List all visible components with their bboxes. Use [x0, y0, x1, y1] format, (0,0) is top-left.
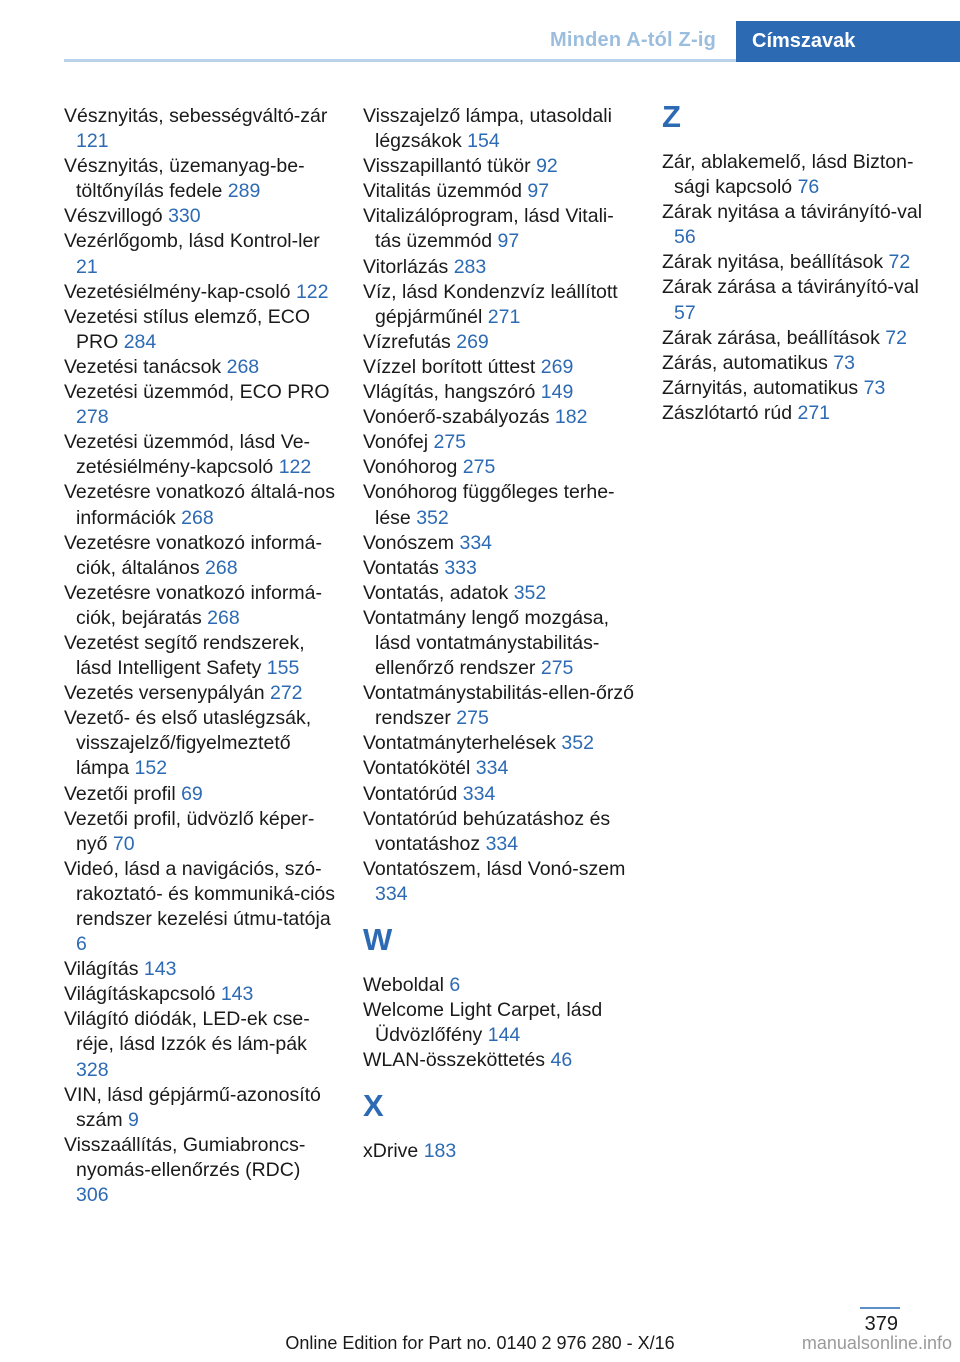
index-entry	[363, 681, 635, 731]
entry-term: Vontatórúd behúzatáshoz és vontatáshoz	[363, 807, 611, 855]
entry-term: Vezetési stílus elemző, ECO PRO	[64, 305, 311, 353]
page-number: 379	[864, 1313, 898, 1335]
index-entry	[64, 531, 336, 581]
index-column-2	[363, 104, 635, 1164]
index-entry	[662, 351, 934, 376]
page-link[interactable]: 6	[449, 974, 461, 996]
index-entry	[363, 455, 635, 480]
footer-rule	[860, 1307, 900, 1309]
index-entry	[662, 250, 934, 275]
index-entry	[64, 104, 336, 154]
page-link[interactable]: 283	[453, 255, 487, 278]
page-link[interactable]: 72	[888, 251, 911, 274]
index-entry	[64, 706, 336, 781]
entry-term: Világítás	[64, 958, 139, 981]
page-link[interactable]: 97	[497, 230, 520, 253]
entry-term: Vészvillogó	[64, 205, 163, 228]
page-link[interactable]: 69	[181, 782, 203, 805]
entry-term: Zászlótartó rúd	[662, 401, 793, 424]
page-link[interactable]: 328	[76, 1058, 109, 1081]
page-link[interactable]: 268	[207, 606, 240, 629]
index-entry	[64, 807, 336, 857]
index-entry	[363, 355, 635, 380]
entry-term: Víz, lásd Kondenzvíz leállított gépjárműnél	[363, 280, 618, 328]
page-link[interactable]: 275	[462, 456, 496, 479]
entry-term: Zárak zárása, beállítások	[662, 326, 880, 349]
index-entry	[64, 154, 336, 204]
page-link[interactable]: 73	[863, 376, 886, 399]
index-entry	[363, 405, 635, 430]
page-link[interactable]: 334	[475, 757, 509, 780]
index-entry	[363, 857, 635, 907]
index-entry	[363, 480, 635, 530]
index-entry	[363, 430, 635, 455]
index-entry	[363, 782, 635, 807]
index-entry	[363, 330, 635, 355]
entry-term: Vitalizálóprogram, lásd Vitali-tás üzemmód	[363, 205, 614, 253]
index-entry	[363, 1048, 635, 1073]
entry-term: Vezetési üzemmód, ECO PRO	[64, 381, 330, 404]
index-entry	[64, 982, 336, 1007]
entry-term: Videó, lásd a navigációs, szó-rakoztató- és kommuniká-ciós rendszer kezelési útmu-tatója	[64, 857, 336, 930]
index-entry	[363, 731, 635, 756]
page-link[interactable]: 183	[423, 1140, 457, 1163]
page-link[interactable]: 268	[181, 506, 214, 529]
index-entry	[363, 973, 635, 998]
page-link[interactable]: 352	[513, 581, 547, 604]
entry-term: WLAN-összeköttetés	[363, 1049, 546, 1072]
index-entry	[64, 204, 336, 229]
entry-term: Vontatószem, lásd Vonó-szem	[363, 857, 626, 880]
page-link[interactable]: 46	[550, 1049, 573, 1072]
entry-term: Vezetésre vonatkozó informá-ciók, bejáratás	[64, 581, 322, 629]
entry-term: Vonófej	[363, 431, 429, 454]
index-entry	[363, 280, 635, 330]
page-link[interactable]: 76	[797, 176, 820, 199]
page-link[interactable]: 72	[885, 326, 907, 349]
entry-term: Vonószem	[363, 531, 455, 554]
index-entry	[64, 480, 336, 530]
index-entry	[363, 154, 635, 179]
page-link[interactable]: 271	[487, 305, 521, 328]
index-entry	[363, 1139, 635, 1164]
entry-term: xDrive	[363, 1140, 419, 1163]
index-entry	[64, 631, 336, 681]
entry-term: Világító diódák, LED-ek cse-réje, lásd Izzók és lám-pák	[64, 1008, 310, 1056]
index-entry	[363, 104, 635, 154]
page-link[interactable]: 122	[295, 280, 329, 303]
page-link[interactable]: 275	[456, 707, 489, 730]
page-link[interactable]: 333	[444, 556, 477, 579]
index-entry	[662, 401, 934, 426]
entry-term: Vízzel borított úttest	[363, 355, 536, 378]
index-entry	[64, 380, 336, 430]
page-link[interactable]: 352	[416, 506, 449, 529]
index-entry	[363, 380, 635, 405]
entry-term: Vontatókötél	[363, 757, 471, 780]
page-link[interactable]: 306	[76, 1184, 109, 1207]
entry-term: VIN, lásd gépjármű-azonosító szám	[64, 1083, 321, 1131]
entry-term: Vezetést segítő rendszerek, lásd Intelligent Safety	[64, 631, 305, 680]
entry-term: Zárás, automatikus	[662, 351, 828, 374]
index-entry	[64, 857, 336, 957]
index-entry	[363, 204, 635, 254]
index-column-1	[64, 104, 336, 1208]
page-link[interactable]: 149	[540, 381, 574, 404]
page-link[interactable]: 70	[112, 832, 135, 855]
page-link[interactable]: 6	[76, 933, 87, 956]
entry-term: Vezetési üzemmód, lásd Ve-zetésiélmény-kapcsoló	[64, 431, 311, 479]
page-link[interactable]: 269	[456, 330, 489, 353]
page-link[interactable]: 278	[76, 406, 109, 429]
page-link[interactable]: 352	[561, 732, 594, 755]
page-link[interactable]: 121	[76, 130, 109, 153]
page-link[interactable]: 330	[168, 205, 201, 228]
page-link[interactable]: 182	[554, 406, 588, 429]
page-link[interactable]: 275	[433, 431, 467, 454]
entry-term: Zárak nyitása a távirányító-val	[662, 201, 923, 224]
breadcrumb[interactable]: Minden A-tól Z-ig	[550, 29, 716, 51]
page-link[interactable]: 334	[462, 782, 496, 805]
entry-term: Zárak nyitása, beállítások	[662, 251, 884, 274]
index-entry	[662, 376, 934, 401]
index-entry	[662, 150, 934, 200]
index-entry	[64, 305, 336, 355]
entry-term: Vontatás, adatok	[363, 581, 509, 604]
page-link[interactable]: 97	[527, 180, 550, 203]
entry-term: Vonóhorog	[363, 456, 458, 479]
page-link[interactable]: 289	[227, 180, 261, 203]
entry-term: Vezetői profil	[64, 782, 176, 805]
entry-term: Visszapillantó tükör	[363, 155, 531, 178]
page-link[interactable]: 269	[540, 355, 574, 378]
index-entry	[64, 581, 336, 631]
page-link[interactable]: 284	[123, 330, 157, 353]
page-link[interactable]: 275	[540, 657, 574, 680]
page-link[interactable]: 268	[226, 355, 260, 378]
index-entry	[64, 782, 336, 807]
section-letter: X	[363, 1088, 384, 1124]
entry-term: Visszaállítás, Gumiabroncs-nyomás-ellenőrzés (RDC)	[64, 1133, 306, 1181]
entry-term: Visszajelző lámpa, utasoldali légzsákok	[363, 105, 612, 153]
index-entry	[363, 581, 635, 606]
index-entry	[363, 531, 635, 556]
section-letter: W	[363, 922, 393, 957]
entry-term: Vésznyitás, sebességváltó-zár	[64, 105, 328, 127]
index-entry	[363, 998, 635, 1048]
index-entry	[64, 957, 336, 982]
index-entry	[363, 756, 635, 781]
index-entry	[64, 229, 336, 279]
entry-term: Vezetésre vonatkozó általá-nos információk	[64, 481, 336, 529]
entry-term: Vontatmányterhelések	[363, 732, 556, 755]
index-entry	[64, 280, 336, 305]
index-entry	[64, 1083, 336, 1133]
entry-term: Vontatórúd	[363, 782, 458, 805]
index-entry	[363, 255, 635, 280]
index-entry	[64, 430, 336, 480]
entry-term: Vontatás	[363, 556, 439, 579]
entry-term: Zár, ablakemelő, lásd Bizton-sági kapcsoló	[662, 151, 914, 199]
entry-term: Vontatmány lengő mozgása, lásd vontatmánystabilitás-ellenőrző rendszer	[363, 606, 610, 680]
page-link[interactable]: 143	[143, 958, 177, 981]
index-entry	[363, 807, 635, 857]
index-entry	[64, 681, 336, 706]
index-entry	[363, 606, 635, 681]
entry-term: Világításkapcsoló	[64, 983, 216, 1006]
entry-term: Vezető- és első utaslégzsák, visszajelző/figyelmeztető lámpa	[64, 707, 312, 780]
entry-term: Welcome Light Carpet, lásd Üdvözlőfény	[363, 999, 603, 1047]
page-link[interactable]: 272	[269, 682, 303, 705]
entry-term: Vezetésiélmény-kap-csoló	[64, 280, 291, 303]
entry-term: Zárak zárása a távirányító-val	[662, 276, 919, 299]
entry-term: Vlágítás, hangszóró	[363, 381, 536, 404]
page-link[interactable]: 152	[134, 757, 168, 780]
page-link[interactable]: 334	[459, 531, 493, 554]
index-entry	[363, 556, 635, 581]
index-column-3	[662, 99, 934, 426]
entry-term: Vitorlázás	[363, 255, 449, 278]
index-entry	[662, 200, 934, 250]
page-link[interactable]: 122	[278, 456, 312, 479]
index-entry	[64, 355, 336, 380]
index-entry	[64, 1133, 336, 1208]
index-entry	[363, 179, 635, 204]
page-link[interactable]: 271	[797, 401, 831, 424]
page-link[interactable]: 9	[128, 1108, 139, 1131]
index-entry	[662, 326, 934, 351]
entry-term: Vezetésre vonatkozó informá-ciók, általános	[64, 531, 322, 579]
page-link[interactable]: 57	[674, 301, 696, 324]
page-link[interactable]: 21	[76, 255, 98, 278]
entry-term: Vésznyitás, üzemanyag-be-töltőnyílás fedele	[64, 155, 305, 203]
page-link[interactable]: 154	[467, 130, 500, 153]
chapter-tab[interactable]: Címszavak	[736, 21, 960, 62]
page-link[interactable]: 334	[375, 882, 408, 905]
section-letter: Z	[662, 99, 681, 134]
page-link[interactable]: 268	[205, 556, 238, 579]
entry-term: Vezérlőgomb, lásd Kontrol-ler	[64, 230, 320, 253]
entry-term: Vitalitás üzemmód	[363, 180, 522, 203]
entry-term: Zárnyitás, automatikus	[662, 376, 859, 399]
index-entry	[64, 1007, 336, 1082]
entry-term: Vezetői profil, üdvözlő képer-nyő	[64, 807, 315, 855]
page-link[interactable]: 155	[266, 657, 300, 680]
entry-term: Vízrefutás	[363, 330, 451, 353]
entry-term: Vonóhorog függőleges terhe-lése	[363, 481, 615, 529]
page-link[interactable]: 144	[487, 1024, 521, 1047]
index-entry	[662, 275, 934, 325]
page-link[interactable]: 143	[220, 983, 254, 1006]
entry-term: Vezetés versenypályán	[64, 682, 265, 705]
page-link[interactable]: 73	[833, 351, 855, 374]
entry-term: Vontatmánystabilitás-ellen-őrző rendszer	[363, 682, 634, 730]
entry-term: Vonóerő-szabályozás	[363, 406, 550, 429]
page-link[interactable]: 92	[536, 155, 558, 178]
watermark: manualsonline.info	[801, 1333, 952, 1353]
entry-term: Vezetési tanácsok	[64, 355, 222, 378]
entry-term: Weboldal	[363, 974, 444, 996]
page-link[interactable]: 56	[674, 226, 696, 249]
page-link[interactable]: 334	[485, 832, 519, 855]
edition-footer: Online Edition for Part no. 0140 2 976 280 - X/16	[285, 1333, 675, 1353]
